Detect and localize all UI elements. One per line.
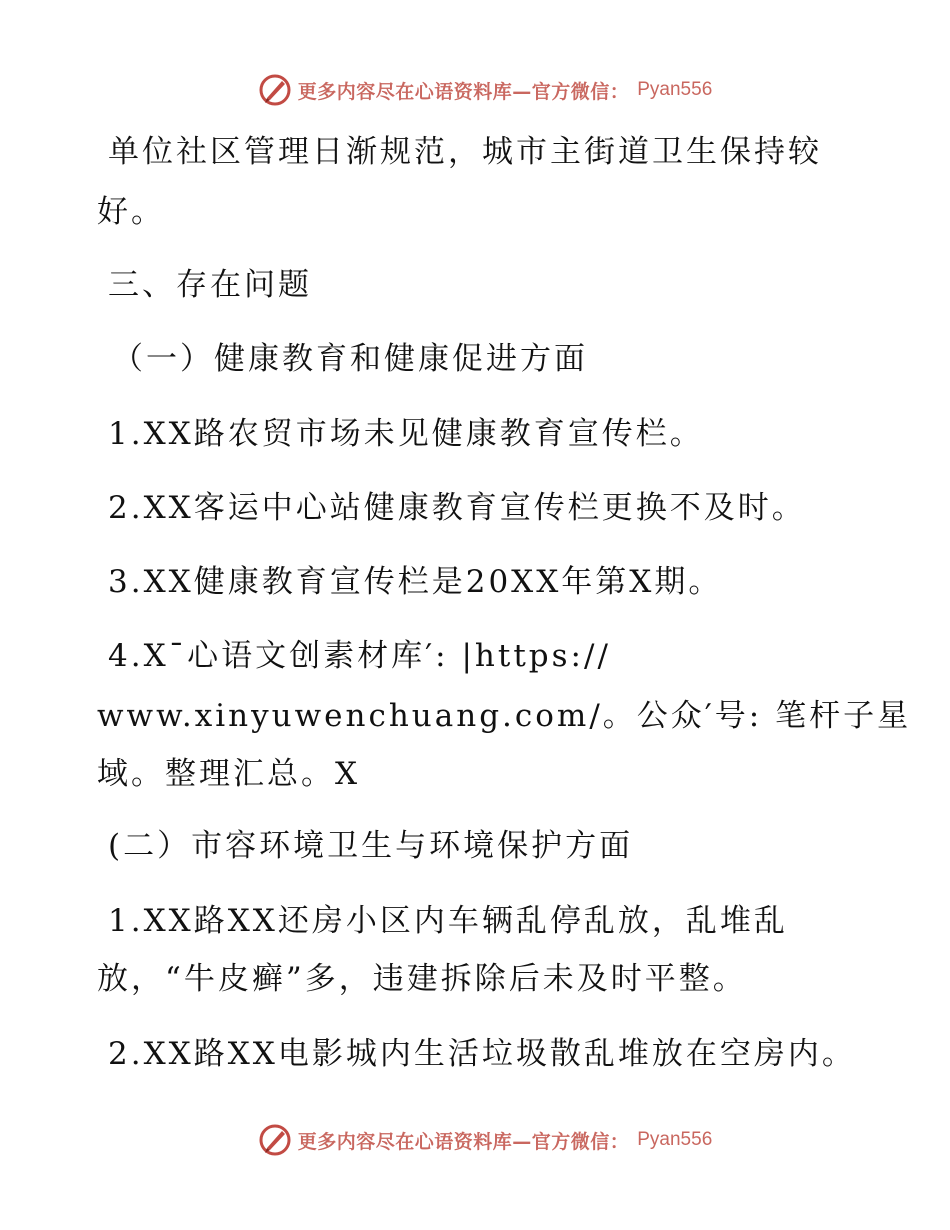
quill-logo-icon [258,1123,292,1157]
quill-logo-icon [258,73,292,107]
footer-banner [0,1120,950,1160]
list-item-continuation: 域。整理汇总。X [97,756,361,792]
list-item: 1.XX路XX还房小区内车辆乱停乱放，乱堆乱 [108,903,788,939]
banner-text: 更多内容尽在心语资料库—官方微信： [297,80,630,103]
list-item-continuation: www.xinyuwenchuang.com/。公众′号: 笔杆子星 [97,698,912,734]
list-item: 2.XX客运中心站健康教育宣传栏更换不及时。 [108,490,806,526]
paragraph-line: 单位社区管理日渐规范，城市主街道卫生保持较 [108,134,822,170]
wechat-id: Pyan556 [637,1129,713,1150]
paragraph-line: 好。 [97,194,165,230]
list-item: 1.XX路农贸市场未见健康教育宣传栏。 [108,416,704,452]
banner-text: 更多内容尽在心语资料库—官方微信： [297,1130,630,1153]
wechat-id: Pyan556 [637,79,713,100]
subsection-heading: (二）市容环境卫生与环境保护方面 [108,828,634,864]
list-item: 2.XX路XX电影城内生活垃圾散乱堆放在空房内。 [108,1036,856,1072]
section-heading: 三、存在问题 [108,267,312,303]
list-item-continuation: 放，“牛皮癣”多，违建拆除后未及时平整。 [97,961,747,997]
subsection-heading: （一）健康教育和健康促进方面 [112,341,588,377]
list-item: 3.XX健康教育宣传栏是20XX年第X期。 [108,564,723,600]
header-banner [0,70,950,110]
list-item: 4.X¯心语文创素材库′: |https:// [108,638,611,674]
